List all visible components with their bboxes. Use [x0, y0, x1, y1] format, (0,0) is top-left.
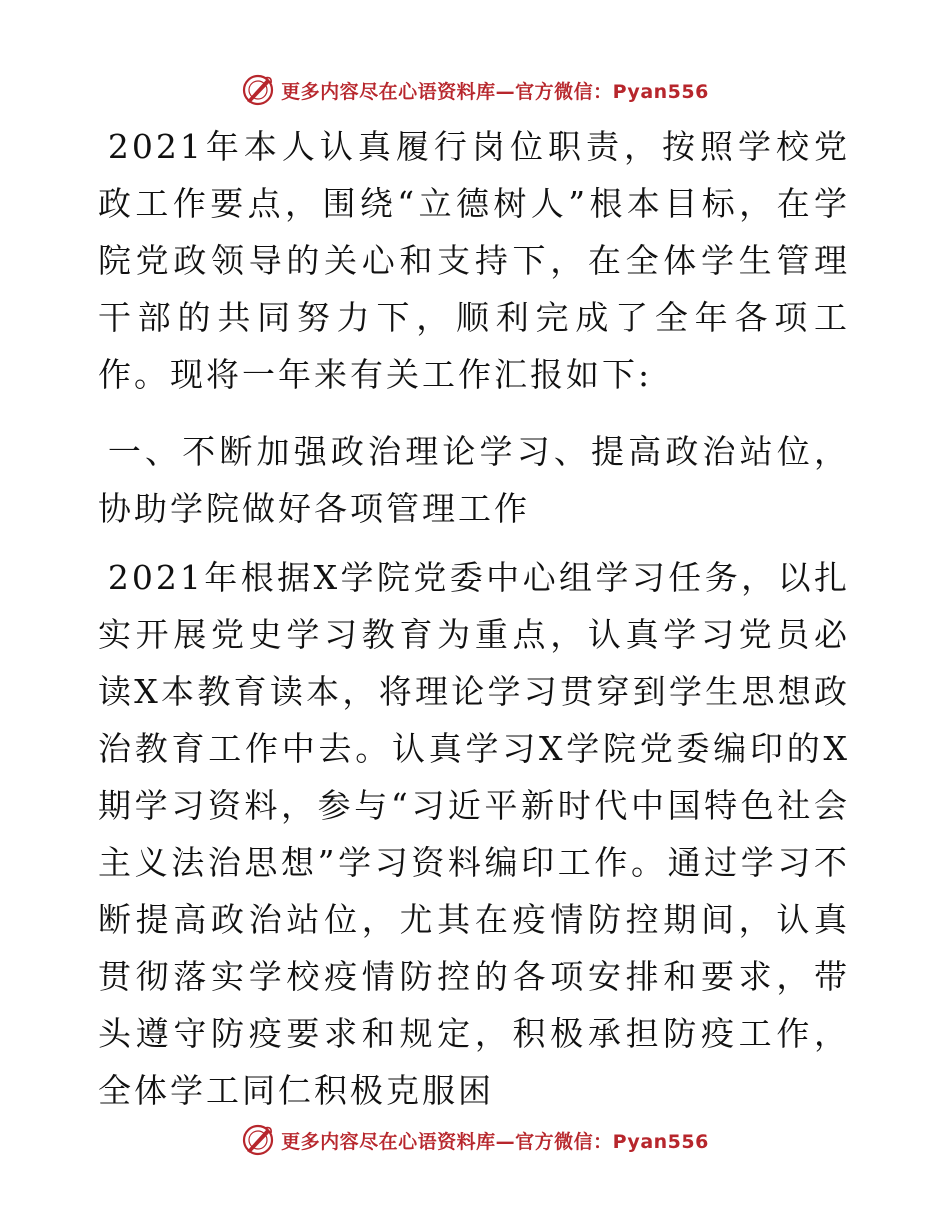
document-body: [98, 118, 850, 1119]
watermark-banner-bottom: [0, 1120, 950, 1160]
quill-seal-icon: [241, 1123, 275, 1157]
watermark-text: 更多内容尽在心语资料库—官方微信：Pyan556: [281, 80, 709, 103]
quill-seal-icon: [241, 73, 275, 107]
section-heading-1: 一、不断加强政治理论学习、提高政治站位，协助学院做好各项管理工作: [98, 432, 850, 528]
watermark-text: 更多内容尽在心语资料库—官方微信：Pyan556: [281, 1130, 709, 1153]
section-1-paragraph: 2021年根据X学院党委中心组学习任务，以扎实开展党史学习教育为重点，认真学习党员必读X本教育读本，将理论学习贯穿到学生思想政治教育工作中去。认真学习X学院党委编印的X期学习资料，参与“习近平新时代中国特色社会主义法治思想”学习资料编印工作。通过学习不断提高政治站位，尤其在疫情防控期间，认真贯彻落实学校疫情防控的各项安排和要求，带头遵守防疫要求和规定，积极承担防疫工作，全体学工同仁积极克服困: [98, 558, 850, 1110]
watermark-banner-top: [0, 70, 950, 110]
intro-paragraph: 2021年本人认真履行岗位职责，按照学校党政工作要点，围绕“立德树人”根本目标，在学院党政领导的关心和支持下，在全体学生管理干部的共同努力下，顺利完成了全年各项工作。现将一年来有关工作汇报如下:: [98, 127, 850, 394]
